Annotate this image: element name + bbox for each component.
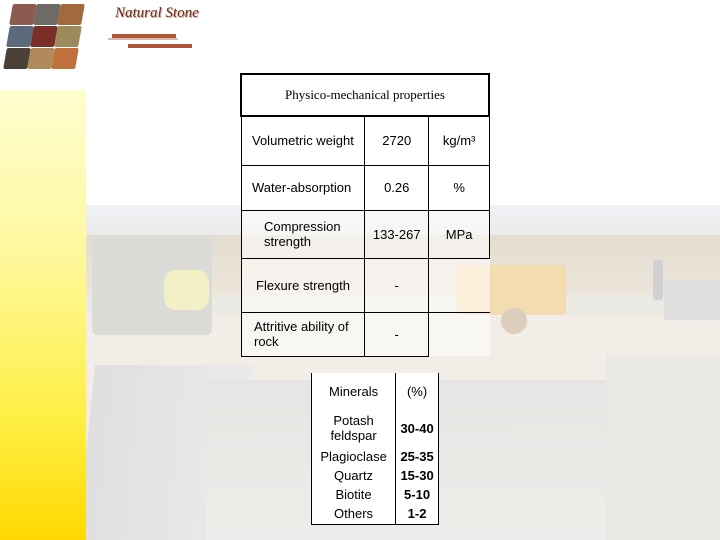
minerals-header: Minerals [312, 373, 396, 409]
mineral-percent: 25-35 [396, 447, 439, 466]
property-value: 2720 [365, 117, 429, 165]
property-unit [429, 258, 490, 312]
slide-title: Natural Stone [115, 5, 199, 21]
mineral-percent: 30-40 [396, 409, 439, 447]
property-unit: MPa [429, 210, 490, 258]
property-name: Water-absorption [252, 180, 352, 195]
property-unit: kg/m³ [429, 117, 490, 165]
property-name-cell [242, 312, 365, 356]
title-underline [128, 44, 192, 48]
property-name: Compression strength [264, 219, 341, 249]
property-value: - [365, 312, 429, 356]
property-name-cell [242, 117, 365, 165]
mineral-name: Quartz [312, 466, 396, 485]
property-unit [429, 312, 490, 356]
title-underline [108, 38, 178, 40]
mineral-name: Plagioclase [312, 447, 396, 466]
table-row [242, 117, 490, 165]
mineral-name: Potash feldspar [312, 409, 396, 447]
stone-tile [54, 26, 82, 47]
table-row [312, 485, 439, 504]
stone-tile [57, 4, 85, 25]
table-row [242, 165, 490, 210]
properties-table [241, 117, 490, 357]
properties-header [240, 73, 490, 117]
property-name: Attritive ability of rock [254, 319, 349, 349]
table-row [242, 210, 490, 258]
property-name-cell [242, 258, 365, 312]
minerals-table [311, 373, 439, 525]
table-row [242, 258, 490, 312]
photo-wheel [501, 308, 527, 334]
mineral-name: Biotite [312, 485, 396, 504]
photo-tank [164, 270, 209, 310]
property-unit: % [429, 165, 490, 210]
mineral-name: Others [312, 504, 396, 524]
property-name: Flexure strength [256, 277, 350, 293]
property-name: Volumetric weight [252, 133, 354, 149]
sidebar-gradient [0, 90, 86, 540]
table-header-row [312, 373, 439, 409]
table-row [312, 504, 439, 524]
photo-person [653, 260, 663, 300]
table-row [312, 447, 439, 466]
stone-tile [51, 48, 79, 69]
title-underline [112, 34, 176, 38]
property-name-cell [242, 165, 365, 210]
mineral-percent: 1-2 [396, 504, 439, 524]
granite-cobblestones-icon [3, 2, 81, 72]
property-name-cell [242, 210, 365, 258]
table-row [242, 312, 490, 356]
mineral-percent: 5-10 [396, 485, 439, 504]
property-value: - [365, 258, 429, 312]
mineral-percent: 15-30 [396, 466, 439, 485]
photo-stone-block [664, 280, 720, 320]
table-row [312, 409, 439, 447]
percent-header: (%) [396, 373, 439, 409]
table-row [312, 466, 439, 485]
photo-stone-block [606, 355, 720, 540]
property-value: 0.26 [365, 165, 429, 210]
properties-header-text: Physico-mechanical properties [285, 87, 445, 102]
property-value: 133-267 [365, 210, 429, 258]
